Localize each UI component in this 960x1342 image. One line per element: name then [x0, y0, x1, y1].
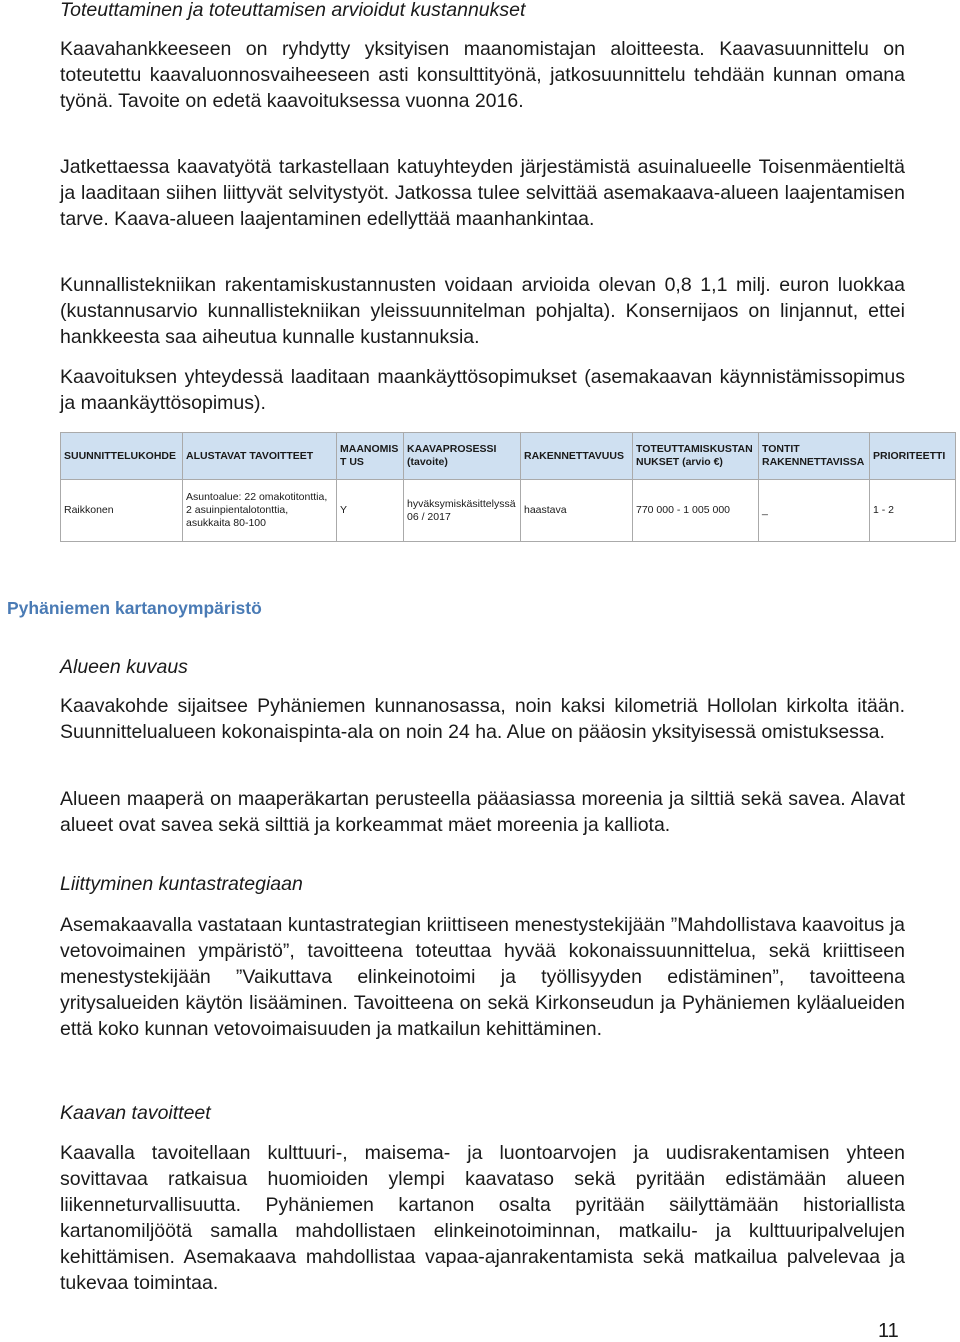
header-cell: RAKENNETTAVUUS	[521, 433, 633, 480]
subheading-alueen-kuvaus: Alueen kuvaus	[60, 656, 188, 678]
header-cell: ALUSTAVAT TAVOITTEET	[183, 433, 337, 480]
paragraph-kaavahanke: Kaavahankkeeseen on ryhdytty yksityisen maanomistajan aloitteesta. Kaavasuunnittelu on toteutettu kaavaluonnosvaiheeseen asti konsulttityönä, jatkosuunnittelu tehdään kunnan omana työnä. Tavoite on edetä kaavoituksessa vuonna 2016.	[60, 38, 905, 112]
table-row	[61, 480, 956, 542]
header-cell: SUUNNITTELUKOHDE	[61, 433, 183, 480]
table-cell: haastava	[521, 480, 633, 542]
header-cell: PRIORITEETTI	[870, 433, 956, 480]
table-cell: 770 000 - 1 005 000	[633, 480, 759, 542]
paragraph-maankayttosopimukset: Kaavoituksen yhteydessä laaditaan maankäyttösopimukset (asemakaavan käynnistämissopimus ja maankäyttösopimus).	[60, 366, 905, 414]
section-heading: Pyhäniemen kartanoympäristö	[7, 598, 262, 618]
table-cell: Raikkonen	[61, 480, 183, 542]
paragraph-kuntastrategia: Asemakaavalla vastataan kuntastrategian kriittiseen menestystekijään ”Mahdollistava kaavoitus ja vetovoimainen ympäristö”, tavoitteena toteuttaa hyvää kokonaissuunnittelua, sekä kriittiseen menestystekijään ”Vaikuttava elinkeinotoimi ja työllisyyden edistäminen”, tavoitteena yritysalueiden käytön lisääminen. Tavoitteena on sekä Kirkonseudun ja Pyhäniemen kyläalueiden että koko kunnan vetovoimaisuuden ja matkailun kehittäminen.	[60, 914, 905, 1040]
table-cell: _	[759, 480, 870, 542]
table-cell: Asuntoalue: 22 omakotitonttia, 2 asuinpientalotonttia, asukkaita 80-100	[183, 480, 337, 542]
paragraph-maapera: Alueen maaperä on maaperäkartan perusteella pääasiassa moreenia ja silttiä sekä savea. Alavat alueet ovat savea sekä silttiä ja korkeammat mäet moreenia ja kalliota.	[60, 788, 905, 836]
paragraph-kustannukset: Kunnallistekniikan rakentamiskustannusten voidaan arvioida olevan 0,8 1,1 milj. euron luokkaa (kustannusarvio kunnallistekniikan yleissuunnitelman pohjalta). Konsernijaos on linjannut, ettei hankkeesta saa aiheutua kunnalle kustannuksia.	[60, 274, 905, 348]
header-cell: MAANOMIST US	[337, 433, 404, 480]
header-cell: KAAVAPROSESSI (tavoite)	[404, 433, 521, 480]
subheading-liittyminen: Liittyminen kuntastrategiaan	[60, 873, 303, 895]
planning-table	[60, 432, 956, 542]
paragraph-tavoitteet: Kaavalla tavoitellaan kulttuuri-, maisema- ja luontoarvojen ja uudisrakentamisen yhteen sovittavaa ratkaisua huomioiden ylempi kaavataso sekä pyritään edistämään alueen liikenneturvallisuutta. Pyhäniemen kartanon osalta pyritään säilyttämään historiallista kartanomiljöötä samalla mahdollistaen elinkeinotoiminnan, matkailu- ja kulttuuripalvelujen kehittämisen. Asemakaava mahdollistaa vapaa-ajanrakentamista sekä matkailua palvelevaa ja tukevaa toimintaa.	[60, 1142, 905, 1294]
header-cell: TOTEUTTAMISKUSTAN NUKSET (arvio €)	[633, 433, 759, 480]
table-cell: hyväksymiskäsittelyssä 06 / 2017	[404, 480, 521, 542]
table-cell: Y	[337, 480, 404, 542]
page-number: 11	[878, 1320, 899, 1342]
table-cell: 1 - 2	[870, 480, 956, 542]
paragraph-jatkettaessa: Jatkettaessa kaavatyötä tarkastellaan katuyhteyden järjestämistä asuinalueelle Toisenmäentieltä ja laaditaan siihen liittyvät selvitystyöt. Jatkossa tulee selvittää asemakaava-alueen laajentamisen tarve. Kaava-alueen laajentaminen edellyttää maanhankintaa.	[60, 156, 905, 230]
subheading-toteuttaminen: Toteuttaminen ja toteuttamisen arvioidut kustannukset	[60, 0, 526, 21]
header-cell: TONTIT RAKENNETTAVISSA	[759, 433, 870, 480]
subheading-tavoitteet: Kaavan tavoitteet	[60, 1102, 211, 1124]
paragraph-sijainti: Kaavakohde sijaitsee Pyhäniemen kunnanosassa, noin kaksi kilometriä Hollolan kirkolta itään. Suunnittelualueen kokonaispinta-ala on noin 24 ha. Alue on pääosin yksityisessä omistuksessa.	[60, 695, 905, 743]
table-header-row	[61, 433, 956, 480]
